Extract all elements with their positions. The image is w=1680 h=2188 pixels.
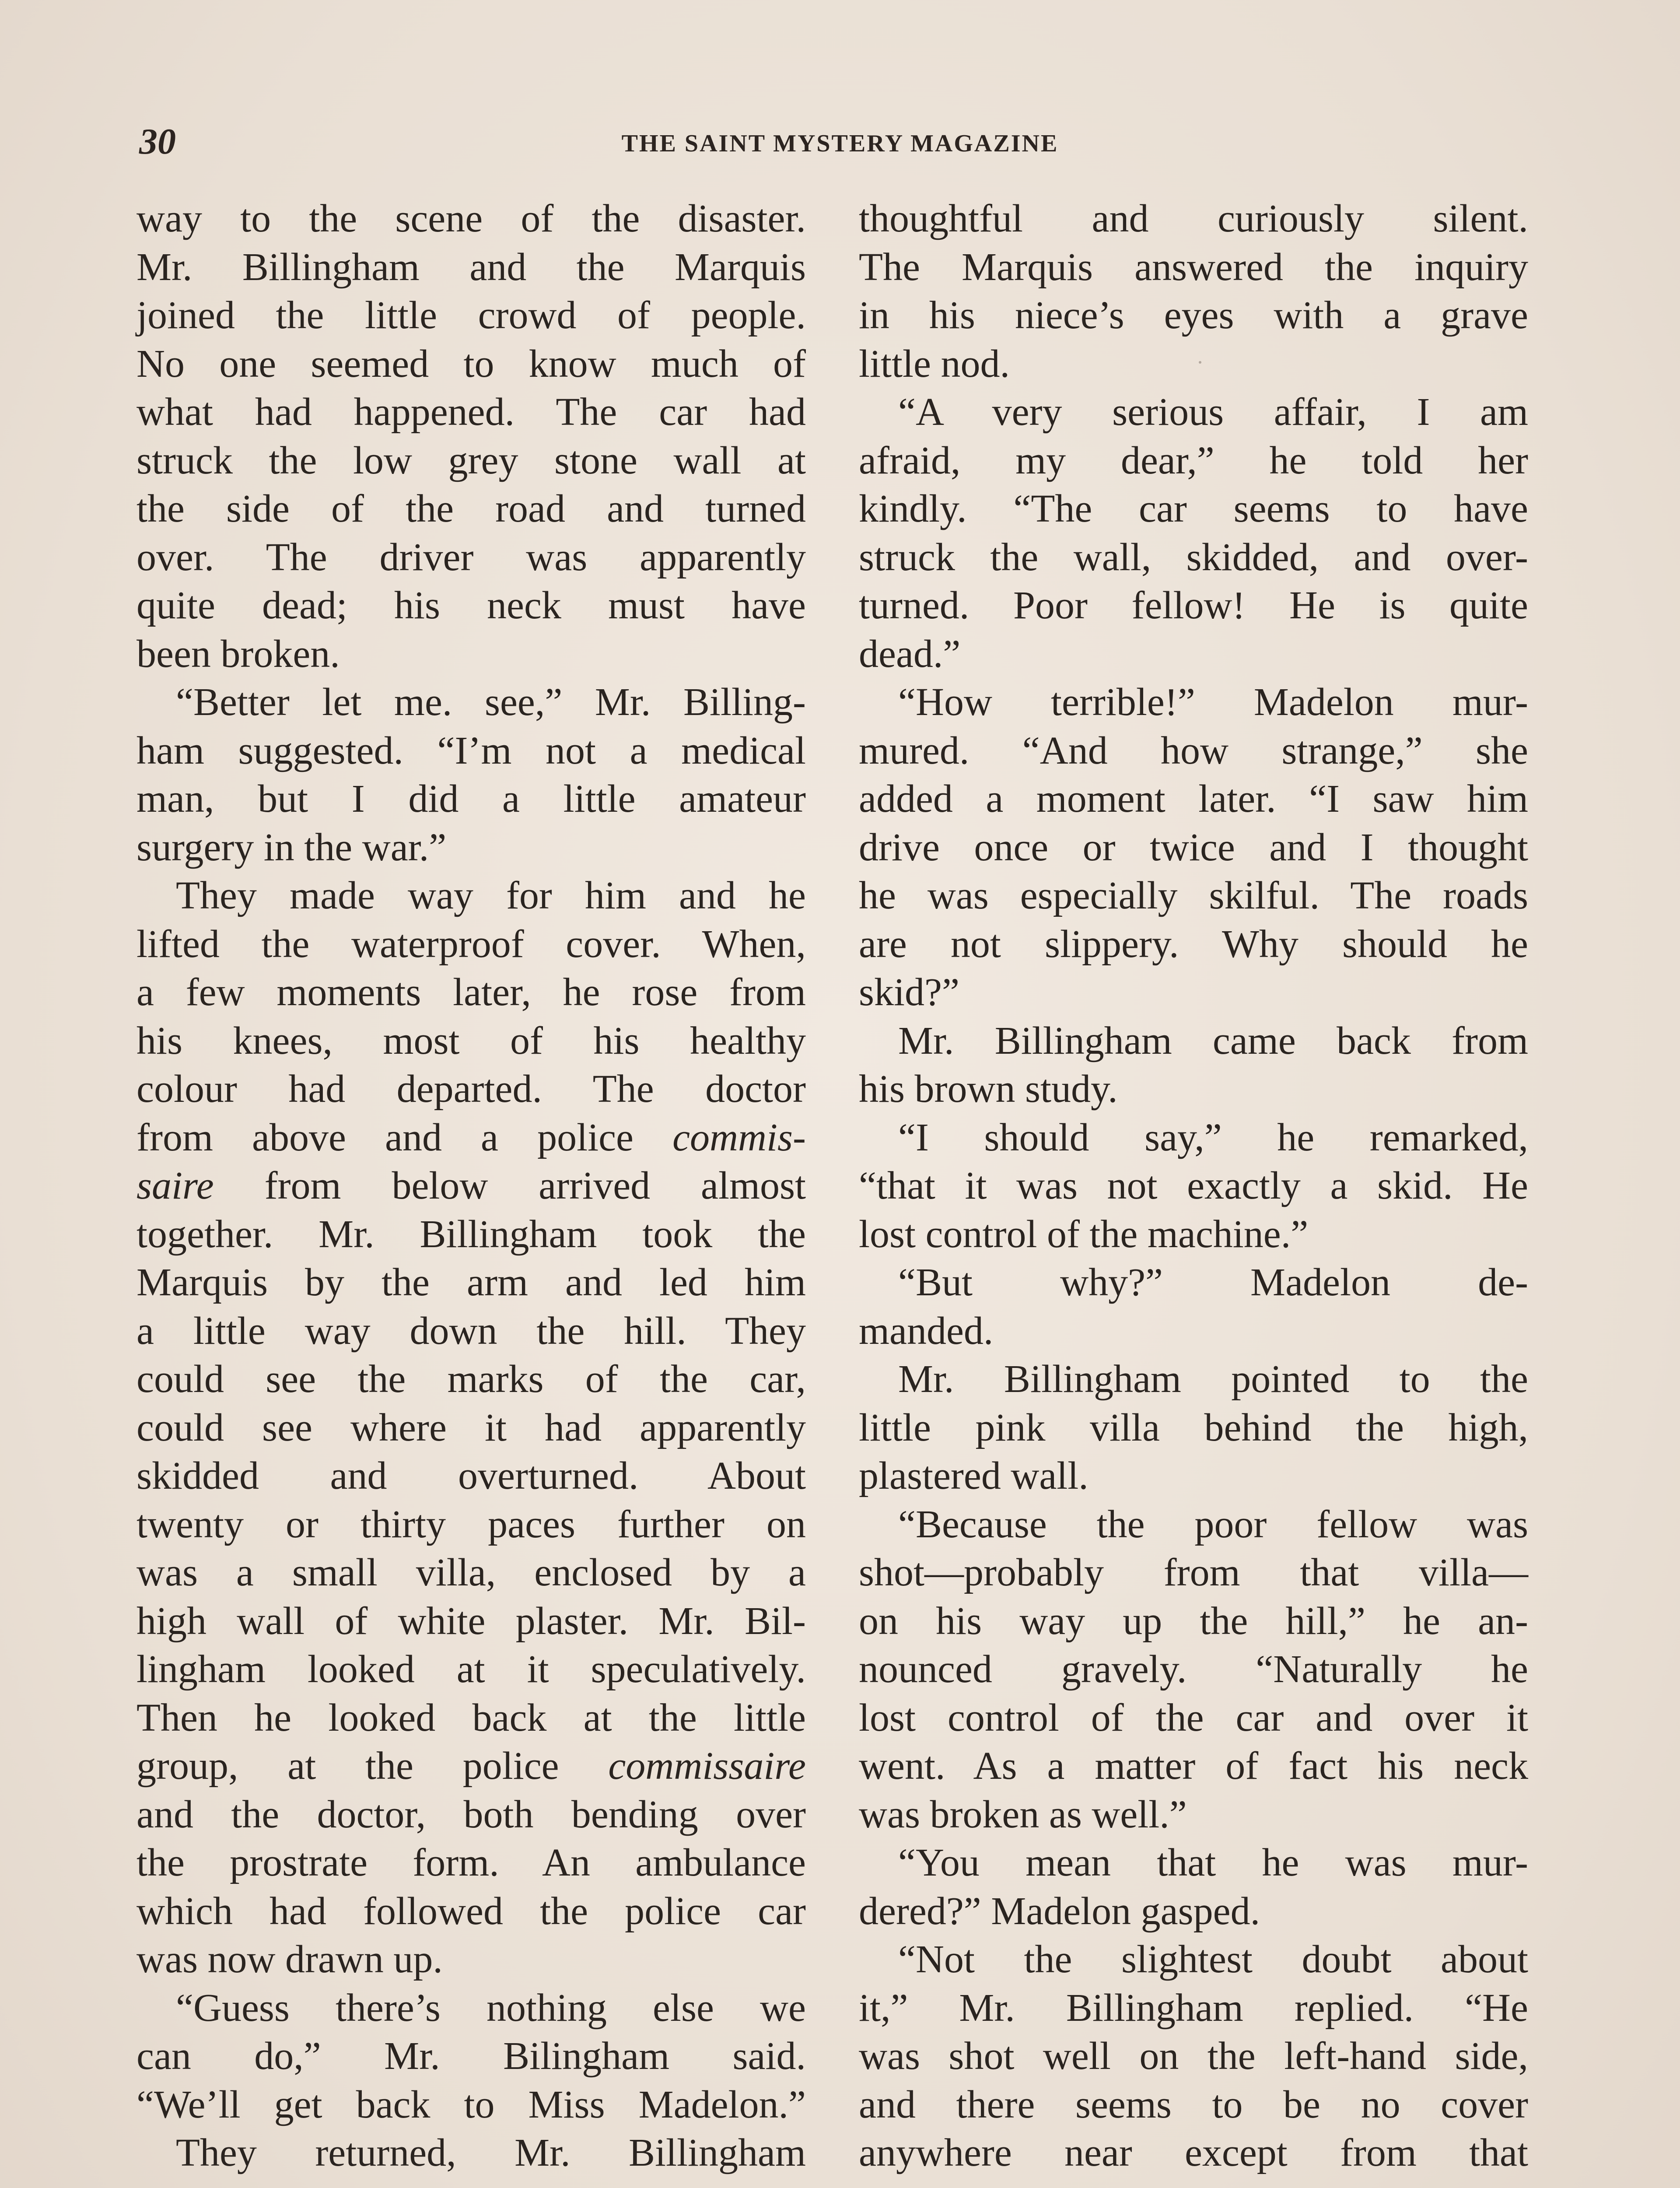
text-line <box>136 1114 806 1162</box>
page-number: 30 <box>139 121 176 162</box>
paper-speck <box>1199 361 1201 364</box>
text-line: could see where it had apparently <box>136 1406 806 1449</box>
text-line: “Better let me. see,” Mr. Billing- <box>176 680 806 724</box>
text-line: it,” Mr. Billingham replied. “He <box>859 1986 1528 2030</box>
text-line: skidded and overturned. About <box>136 1454 806 1497</box>
text-line: The Marquis answered the inquiry <box>859 245 1528 289</box>
text-line: “Because the poor fellow was <box>898 1502 1528 1546</box>
text-line: little pink villa behind the high, <box>859 1406 1528 1449</box>
text-line: No one seemed to know much of <box>136 342 806 386</box>
word: police <box>462 1744 559 1788</box>
text-line: way to the scene of the disaster. <box>136 197 806 240</box>
text-line: manded. <box>859 1309 994 1353</box>
text-column-right <box>859 195 1528 2177</box>
text-line: are not slippery. Why should he <box>859 922 1528 966</box>
text-line: thoughtful and curiously silent. <box>859 197 1528 240</box>
text-line: afraid, my dear,” he told her <box>859 438 1528 482</box>
text-line: Marquis by the arm and led him <box>136 1261 806 1304</box>
text-line: “We’ll get back to Miss Madelon.” <box>136 2083 806 2126</box>
italic-word: commis- <box>672 1115 806 1159</box>
text-line: together. Mr. Billingham took the <box>136 1212 806 1256</box>
word: group, <box>136 1744 238 1788</box>
text-line: “You mean that he was mur- <box>898 1841 1528 1884</box>
text-line: in his niece’s eyes with a grave <box>859 294 1528 337</box>
text-line: drive once or twice and I thought <box>859 825 1528 869</box>
text-line: was shot well on the left-hand side, <box>859 2034 1528 2078</box>
text-line: “I should say,” he remarked, <box>898 1115 1528 1159</box>
text-line: “But why?” Madelon de- <box>898 1261 1528 1304</box>
text-line: “Not the slightest doubt about <box>898 1938 1528 1981</box>
text-line: his knees, most of his healthy <box>136 1019 806 1062</box>
word: from <box>136 1115 213 1159</box>
italic-word: saire <box>136 1164 214 1207</box>
word: and <box>385 1115 442 1159</box>
text-line: “Guess there’s nothing else we <box>176 1986 806 2030</box>
text-line: They returned, Mr. Billingham <box>176 2131 806 2174</box>
word: police <box>537 1115 634 1159</box>
text-line: the prostrate form. An ambulance <box>136 1841 806 1884</box>
text-line: and the doctor, both bending over <box>136 1792 806 1836</box>
text-column-left <box>136 195 806 2177</box>
text-line: he was especially skilful. The roads <box>859 874 1528 917</box>
text-line: lost control of the car and over it <box>859 1696 1528 1739</box>
word: the <box>365 1744 413 1788</box>
word: almost <box>701 1164 806 1207</box>
word: below <box>392 1164 488 1207</box>
text-line: added a moment later. “I saw him <box>859 777 1528 820</box>
text-line: little nod. <box>859 342 1010 386</box>
text-line: dered?” Madelon gasped. <box>859 1889 1260 1933</box>
text-line: lingham looked at it speculatively. <box>136 1648 806 1691</box>
text-line: a few moments later, he rose from <box>136 971 806 1014</box>
word: at <box>287 1744 316 1788</box>
text-line: over. The driver was apparently <box>136 535 806 579</box>
text-line: plastered wall. <box>859 1454 1088 1497</box>
text-line: and there seems to be no cover <box>859 2083 1528 2126</box>
text-line: joined the little crowd of people. <box>136 294 806 337</box>
text-line: “A very serious affair, I am <box>898 390 1528 434</box>
text-line: anywhere near except from that <box>859 2131 1528 2174</box>
text-line: ham suggested. “I’m not a medical <box>136 729 806 772</box>
text-line: struck the low grey stone wall at <box>136 438 806 482</box>
text-line: colour had departed. The doctor <box>136 1067 806 1111</box>
word: a <box>481 1115 498 1159</box>
text-line: “that it was not exactly a skid. He <box>859 1164 1528 1207</box>
text-line: mured. “And how strange,” she <box>859 729 1528 772</box>
text-line: can do,” Mr. Bilingham said. <box>136 2034 806 2078</box>
text-line: been broken. <box>136 632 340 676</box>
text-line: which had followed the police car <box>136 1889 806 1933</box>
text-line: lost control of the machine.” <box>859 1212 1309 1256</box>
text-line: on his way up the hill,” he an- <box>859 1599 1528 1643</box>
text-line: Then he looked back at the little <box>136 1696 806 1739</box>
italic-word: commissaire <box>608 1744 806 1788</box>
text-line: what had happened. The car had <box>136 390 806 434</box>
running-head: THE SAINT MYSTERY MAGAZINE <box>621 130 1059 157</box>
text-line: nounced gravely. “Naturally he <box>859 1648 1528 1691</box>
word: arrived <box>539 1164 651 1207</box>
text-line: was a small villa, enclosed by a <box>136 1551 806 1594</box>
text-line: lifted the waterproof cover. When, <box>136 922 806 966</box>
text-line: went. As a matter of fact his neck <box>859 1744 1528 1788</box>
text-line: man, but I did a little amateur <box>136 777 806 820</box>
text-line: a little way down the hill. They <box>136 1309 806 1353</box>
text-line: could see the marks of the car, <box>136 1357 806 1401</box>
text-line: “How terrible!” Madelon mur- <box>898 680 1528 724</box>
text-line: shot—probably from that villa— <box>859 1551 1528 1594</box>
text-line: high wall of white plaster. Mr. Bil- <box>136 1599 806 1643</box>
text-line: quite dead; his neck must have <box>136 584 806 627</box>
text-line: the side of the road and turned <box>136 487 806 530</box>
text-line: dead.” <box>859 632 961 676</box>
text-line: was broken as well.” <box>859 1792 1187 1836</box>
text-line: twenty or thirty paces further on <box>136 1502 806 1546</box>
text-line: Mr. Billingham came back from <box>898 1019 1528 1062</box>
text-line: was now drawn up. <box>136 1938 443 1981</box>
text-line: Mr. Billingham pointed to the <box>898 1357 1528 1401</box>
word: from <box>264 1164 341 1207</box>
text-line: They made way for him and he <box>176 874 806 917</box>
text-line: struck the wall, skidded, and over- <box>859 535 1528 579</box>
text-line: skid?” <box>859 971 959 1014</box>
text-line: Mr. Billingham and the Marquis <box>136 245 806 289</box>
text-line: turned. Poor fellow! He is quite <box>859 584 1528 627</box>
text-line: his brown study. <box>859 1067 1118 1111</box>
text-line: kindly. “The car seems to have <box>859 487 1528 530</box>
text-line <box>136 1742 806 1791</box>
word: above <box>252 1115 346 1159</box>
text-line: surgery in the war.” <box>136 825 447 869</box>
text-line <box>136 1162 806 1210</box>
